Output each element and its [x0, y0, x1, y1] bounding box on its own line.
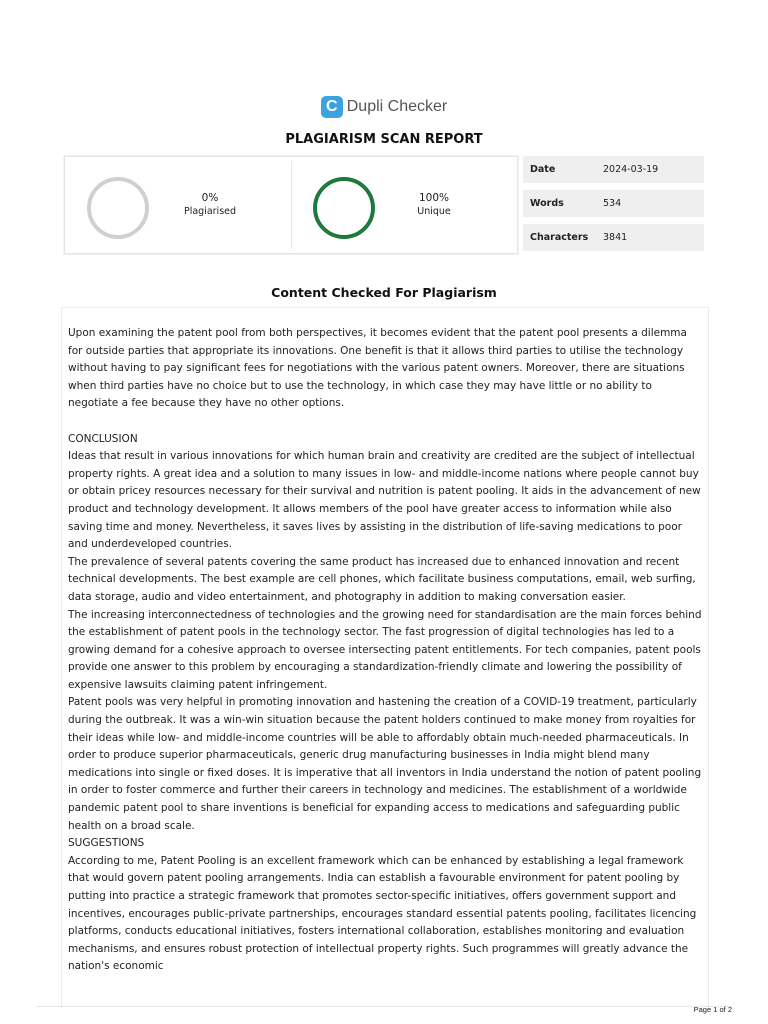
brand-logo	[0, 96, 768, 118]
meta-key: Words	[530, 198, 564, 209]
page-number: Page 1 of 2	[693, 1005, 732, 1014]
score-divider	[291, 161, 292, 249]
content-title: Content Checked For Plagiarism	[271, 285, 497, 300]
paragraph: The prevalence of several patents covering the same product has increased due to enhanced innovation and recent technical developments. The best example are cell phones, which facilitate business computations, email, web surfing, data storage, audio and video entertainment, and photography in addition to making conversation easier.	[68, 555, 696, 603]
content-text	[68, 325, 702, 976]
paragraph: Ideas that result in various innovations for which human brain and creativity are credited are the subject of intellectual property rights. A great idea and a solution to many issues in low- and middle-income nations where people cannot buy or obtain pricey resources necessary for their survival and nutrition is patent pooling. It aids in the advancement of new product and technology development. It allows members of the pool have greater access to information while also saving time and money. Nevertheless, it saves lives by assisting in the distribution of life-saving medications to poor and underdeveloped countries.	[68, 450, 701, 551]
unique-label: Unique	[417, 206, 451, 217]
score-panel	[64, 156, 518, 254]
meta-row-characters	[523, 224, 704, 251]
unique-ring-icon	[313, 177, 375, 239]
meta-value: 534	[603, 198, 622, 209]
section-heading-conclusion: CONCLUSION	[68, 432, 138, 445]
plagiarised-ring-icon	[87, 177, 149, 239]
plagiarised-percent: 0%	[201, 192, 219, 204]
paragraph: Upon examining the patent pool from both perspectives, it becomes evident that the patent pool presents a dilemma for outside parties that appropriate its innovations. One benefit is that it allows third parties to utilise the technology without having to pay significant fees for negotiations with the various patent owners. Moreover, there are situations when third parties have no choice but to use the technology, in which case they may have little or no ability to negotiate a fee because they have no other options.	[68, 327, 687, 410]
paragraph: According to me, Patent Pooling is an excellent framework which can be enhanced by establishing a legal framework that would govern patent pooling arrangements. India can establish a favourable environment for patent pooling by putting into practice a strategic framework that promotes sector-specific initiatives, offers government support and incentives, encourages public-private partnerships, encourages standard essential patents pooling, facilitates licencing platforms, conducts educational initiatives, fosters international collaboration, establishes monitoring and evaluation mechanisms, and ensures robust protection of intellectual property rights. Such programmes will greatly advance the nation's economic	[68, 854, 697, 973]
paragraph: Patent pools was very helpful in promoting innovation and hastening the creation of a COVID-19 treatment, particularly during the outbreak. It was a win-win situation because the patent holders continued to make money from royalties for their ideas while low- and middle-income countries will be able to affordably obtain much-needed pharmaceuticals. In order to produce superior pharmaceuticals, generic drug manufacturing businesses in India might blend many medications into single or fixed doses. It is imperative that all inventors in India understand the notion of patent pooling in order to foster commerce and further their careers in technology and medicines. The establishment of a worldwide pandemic patent pool to share inventions is beneficial for expanding access to medications and safeguarding public health on a broad scale.	[68, 696, 702, 832]
section-heading-suggestions: SUGGESTIONS	[68, 837, 145, 850]
plagiarised-label: Plagiarised	[183, 206, 237, 217]
dupli-checker-logo-icon: C	[321, 96, 343, 118]
meta-value: 3841	[603, 232, 628, 243]
footer-divider	[36, 1006, 732, 1007]
unique-score	[389, 192, 479, 218]
paragraph: The increasing interconnectedness of technologies and the growing need for standardisation are the main forces behind the establishment of patent pools in the technology sector. The fast progression of digital technologies has led to a growing demand for a cohesive approach to oversee intersecting patent entitlements. For tech companies, patent pools provide one answer to this problem by encouraging a standardization-friendly climate and lowering the possibility of expensive lawsuits claiming patent infringement.	[68, 608, 702, 691]
meta-row-date	[523, 156, 704, 183]
plagiarised-score	[165, 192, 255, 218]
brand-name: Dupli Checker	[346, 98, 448, 115]
unique-percent: 100%	[418, 192, 450, 204]
meta-key: Date	[530, 164, 556, 175]
meta-value: 2024-03-19	[603, 164, 659, 175]
meta-row-words	[523, 190, 704, 217]
report-title: PLAGIARISM SCAN REPORT	[285, 132, 483, 147]
paragraph-gap	[68, 413, 702, 431]
meta-key: Characters	[530, 232, 589, 243]
